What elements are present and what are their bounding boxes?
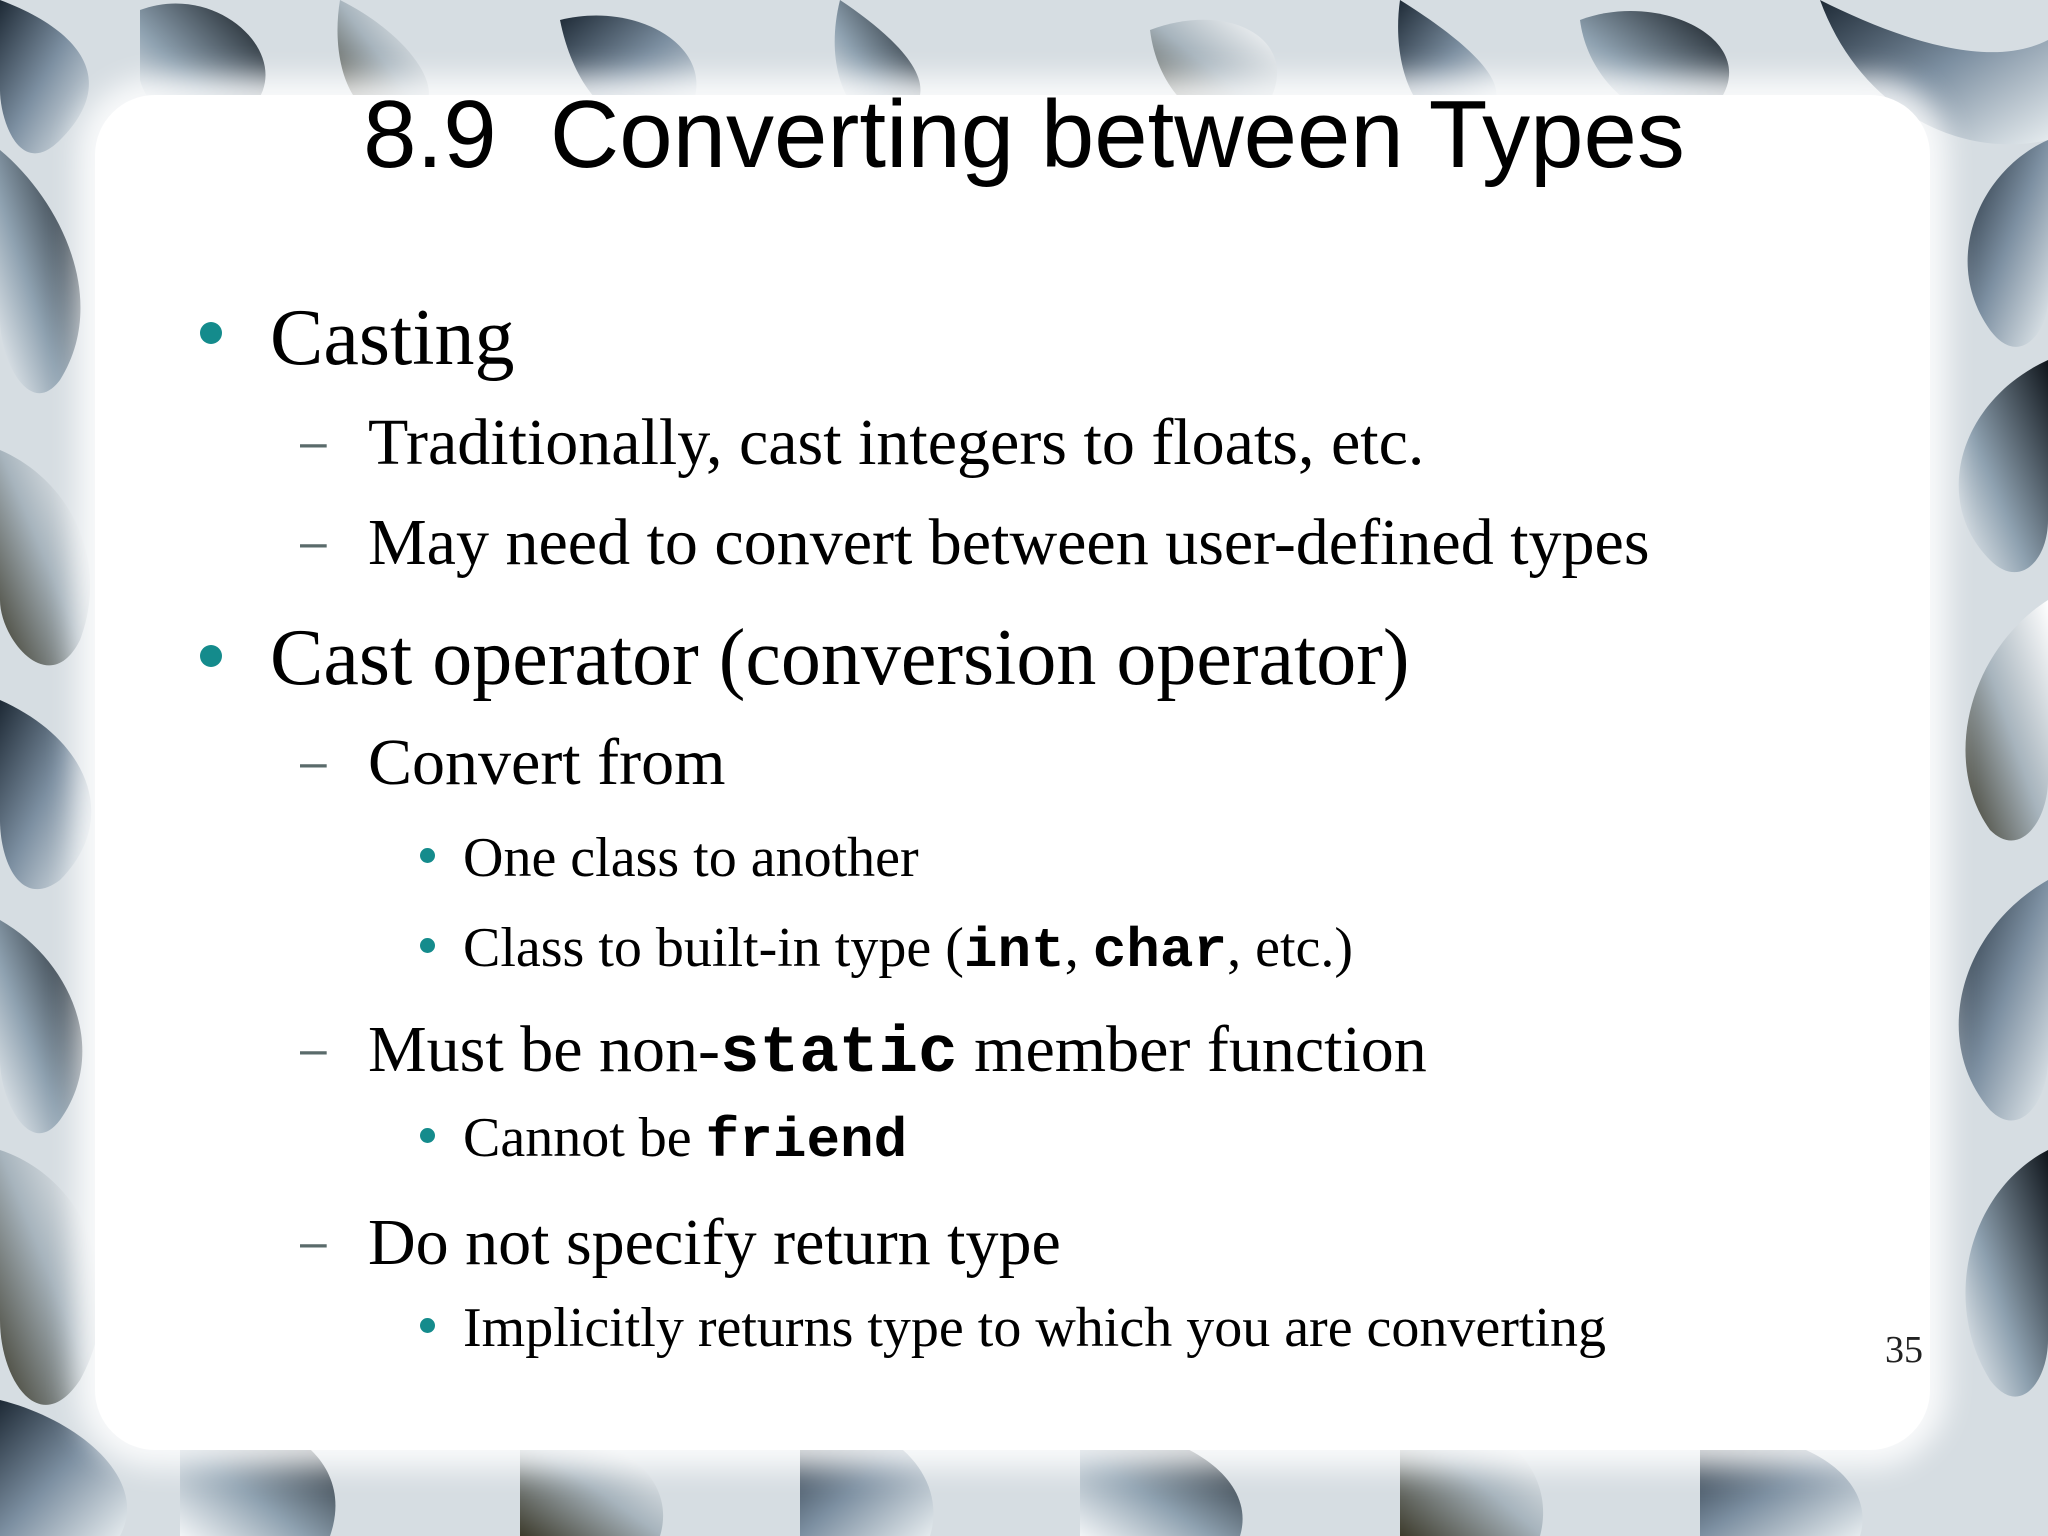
- dash-marker: –: [300, 1216, 327, 1269]
- text-segment: Must be non-: [368, 1013, 720, 1086]
- code-static: static: [719, 1016, 958, 1091]
- dash-marker: –: [300, 736, 327, 789]
- sub-sub-bullet-built-in-type: [463, 916, 1353, 983]
- code-friend: friend: [705, 1109, 908, 1173]
- sub-sub-bullet-implicitly-returns: Implicitly returns type to which you are converting: [463, 1297, 1607, 1359]
- text-segment: member function: [957, 1013, 1427, 1086]
- page-number: 35: [1885, 1329, 1923, 1371]
- text-segment: Cannot be: [463, 1107, 706, 1169]
- sub-bullet-user-defined: May need to convert between user-defined types: [368, 506, 1650, 579]
- dash-marker: –: [300, 416, 327, 469]
- sub-sub-bullet-friend: [463, 1106, 907, 1173]
- level1-bullet: [200, 645, 222, 667]
- code-int: int: [963, 919, 1065, 983]
- level3-bullet: [420, 1128, 435, 1143]
- text-segment: Class to built-in type (: [463, 917, 964, 979]
- bullet-casting: Casting: [270, 294, 515, 382]
- sub-bullet-convert-from: Convert from: [368, 726, 726, 799]
- sub-bullet-traditionally: Traditionally, cast integers to floats, etc.: [368, 406, 1425, 479]
- slide-title: 8.9 Converting between Types: [363, 81, 1685, 188]
- level3-bullet: [420, 848, 435, 863]
- sub-bullet-no-return-type: Do not specify return type: [368, 1206, 1061, 1279]
- bullet-cast-operator: Cast operator (conversion operator): [270, 614, 1410, 702]
- level3-bullet: [420, 938, 435, 953]
- code-char: char: [1092, 919, 1228, 983]
- level3-bullet: [420, 1318, 435, 1333]
- text-segment: ,: [1064, 917, 1093, 979]
- level1-bullet: [200, 322, 222, 344]
- dash-marker: –: [300, 1023, 327, 1076]
- sub-sub-bullet-one-class: One class to another: [463, 827, 919, 889]
- text-segment: , etc.): [1227, 917, 1354, 979]
- dash-marker: –: [300, 516, 327, 569]
- sub-bullet-non-static: [368, 1012, 1427, 1091]
